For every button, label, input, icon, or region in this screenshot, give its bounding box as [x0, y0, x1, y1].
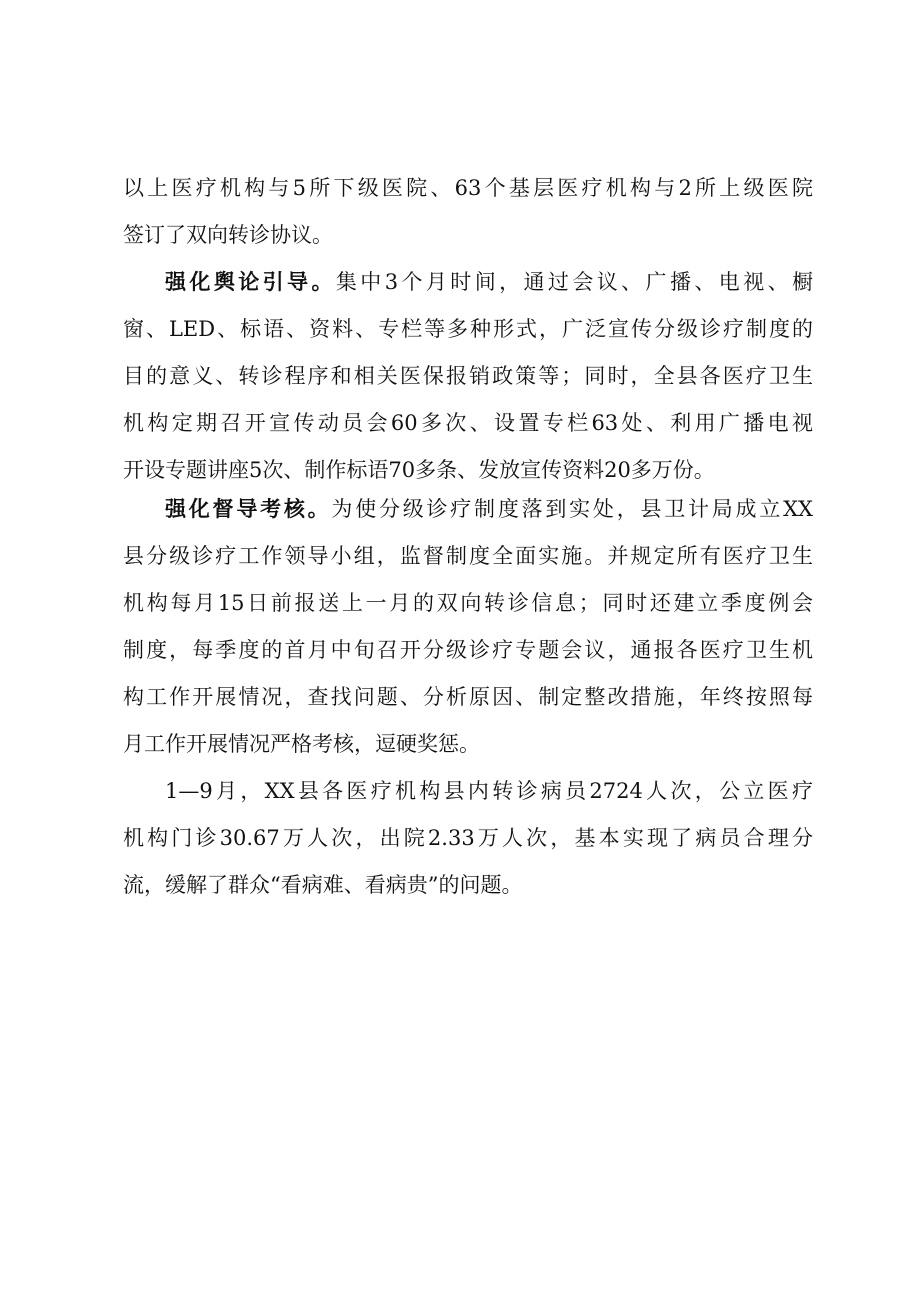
paragraph-2-line-5: 开设专题讲座5次、制作标语70多条、发放宣传资料20多万份。 [123, 458, 715, 482]
paragraph-2-line-4: 机构定期召开宣传动员会60多次、设置专栏63处、利用广播电视 [123, 411, 813, 435]
paragraph-2-line-1 [165, 267, 813, 297]
paragraph-4-line-1: 1—9月，XX县各医疗机构县内转诊病员2724人次，公立医疗 [165, 779, 813, 803]
paragraph-3-line-4: 制度，每季度的首月中旬召开分级诊疗专题会议，通报各医疗卫生机 [123, 638, 813, 662]
paragraph-3-line-1 [165, 494, 813, 524]
paragraph-2-line-2: 窗、LED、标语、资料、专栏等多种形式，广泛宣传分级诊疗制度的 [123, 317, 813, 341]
paragraph-1-line-2: 签订了双向转诊协议。 [123, 223, 333, 247]
paragraph-3-line-1-text: 为使分级诊疗制度落到实处，县卫计局成立XX [331, 497, 814, 521]
paragraph-3-line-2: 县分级诊疗工作领导小组，监督制度全面实施。并规定所有医疗卫生 [123, 544, 813, 568]
paragraph-3-heading: 强化督导考核。 [165, 497, 332, 521]
paragraph-4-line-3: 流，缓解了群众“看病难、看病贵”的问题。 [123, 873, 523, 897]
paragraph-2-line-1-text: 集中3个月时间，通过会议、广播、电视、橱 [335, 270, 814, 294]
paragraph-1-line-1: 以上医疗机构与5所下级医院、63个基层医疗机构与2所上级医院 [123, 176, 813, 200]
paragraph-2-heading: 强化舆论引导。 [165, 270, 336, 294]
paragraph-3-line-6: 月工作开展情况严格考核，逗硬奖惩。 [123, 732, 480, 756]
paragraph-3-line-3: 机构每月15日前报送上一月的双向转诊信息；同时还建立季度例会 [123, 591, 813, 615]
paragraph-3-line-5: 构工作开展情况，查找问题、分析原因、制定整改措施，年终按照每 [123, 685, 813, 709]
paragraph-2-line-3: 目的意义、转诊程序和相关医保报销政策等；同时，全县各医疗卫生 [123, 364, 813, 388]
paragraph-4-line-2: 机构门诊30.67万人次，出院2.33万人次，基本实现了病员合理分 [123, 826, 813, 850]
